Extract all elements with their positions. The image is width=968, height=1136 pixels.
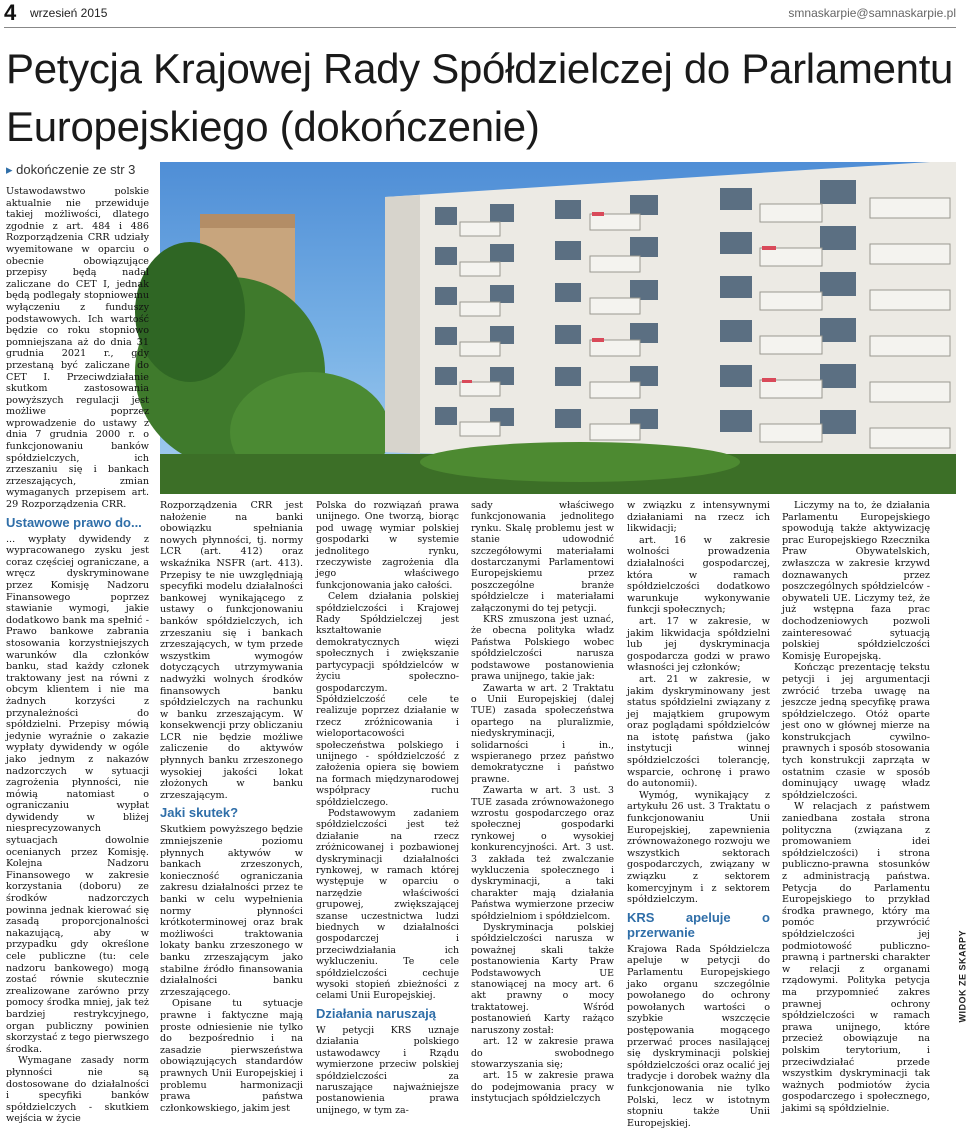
paragraph: Zawarta w art. 2 Traktatu o Unii Europejskiej (dalej TUE) zasada społeczeństwa opartego na pluralizmie, niedyskryminacji, solidarności i in., wspieranego przez państwo demokratyczne i państwo prawne. bbox=[471, 682, 614, 785]
paragraph: W petycji KRS uznaje działania polskiego ustawodawcy i Rządu wymierzone przeciw polskiej spółdzielczości za naruszające najważniejsze postanowienia prawa unijnego, w tym za- bbox=[316, 1024, 459, 1116]
section-label: WIDOK ZE SKARPY bbox=[958, 930, 968, 1023]
article-column-6 bbox=[782, 500, 930, 1114]
paragraph: Skutkiem powyższego będzie zmniejszenie poziomu płynnych aktywów w bankach zrzeszonych, konieczność ograniczania zakresu działalności przez te banki w celu wypełnienia normy płynności krótkoterminowej oraz brak możliwości traktowania lokaty banku zrzeszonego w banku zrzeszającym jako stabilne źródło finansowania działalności banku zrzeszającego. bbox=[160, 824, 303, 998]
page-number: 4 bbox=[4, 0, 17, 25]
paragraph: Ustawodawstwo polskie aktualnie nie przewiduje takiej możliwości, dlatego zgodnie z art. 484 i 486 Rozporządzenia CRR udziały wyemitowane w oparciu o obecnie obowiązujące przepisy będą nadal zaliczane do CET I, jednak będą podlegały stopniowemu wyłączeniu z funduszy podstawowych. Ich wartość będzie co roku stopniowo pomniejszana aż do dnia 31 grudnia 2021 r., gdy przestaną być zaliczane do CET I. Przeciwdziałanie skutkom zastosowania powyższych regulacji jest możliwe poprzez wprowadzenie do ustawy z dnia 7 grudnia 2000 r. o funkcjonowaniu banków spółdzielczych, ich zrzeszaniu się i bankach zrzeszających, zmian wymaganych przepisem art. 29 Rozporządzenia CRR. bbox=[6, 186, 149, 511]
paragraph: Zawarta w art. 3 ust. 3 TUE zasada zrównoważonego wzrostu gospodarczego oraz społecznej gospodarki rynkowej o wysokiej konkurencyjności. Art. 3 ust. 3 zakłada też zwalczanie wykluczenia społecznego i dyskryminacji, a taki charakter mają działania Państwa wymierzone przeciw spółdzielniom i spółdzielcom. bbox=[471, 785, 614, 922]
article-title: Petycja Krajowej Rady Spółdzielczej do Parlamentu Europejskiego (dokończenie) bbox=[6, 45, 954, 150]
paragraph: Krajowa Rada Spółdzielcza apeluje w petycji do Parlamentu Europejskiego jako organu szczególnie powołanego do ochrony powołanych wartości o szybkie wszczęcie postępowania mogącego przerwać proces nasilającej się dyskryminacji polskiej spółdzielczości oraz ocalić jej tradycje i dorobek ważny dla funkcjonowania nie tylko Polski, lecz w istotnym stopniu także Unii Europejskiej. bbox=[627, 943, 770, 1129]
paragraph: art. 21 w zakresie, w jakim dyskryminowany jest status spółdzielni związany z jej majątkiem grupowym oraz poglądami spółdzielców na istotę państwa (jako instytucji winnej spółdzielczości tolerancję, wsparcie, ochronę i prawo do autonomii). bbox=[627, 673, 770, 790]
paragraph: ... wypłaty dywidendy z wypracowanego zysku jest coraz częściej ograniczane, a wręcz dyskryminowane przez Komisję Nadzoru Finansowego poprzez stawianie wymogi, jakie dodatkowo bank ma spełnić - Prawo bankowe zabrania stosowania korzystniejszych warunków dla członków banku, stad każdy członek traktowany jest na równi z obcym klientem i nie ma żadnych korzyści z przynależności do spółdzielni. Przepisy mówią jedynie wyraźnie o zakazie wypłaty dywidendy w ogóle jako jednym z nakazów nadzorczych w sytuacji zagrożenia płynności, nie mówią natomiast o ograniczaniu wypłat dywidendy w bliżej niesprecyzowanych sytuacjach dowolnie ocenianych przez Komisję. Kolejna Nadzoru Finansowego w zakresie korzystania (doboru) ze środków nadzorczych powinna jednak kierować się zasadą proporcjonalności nakazującą, aby w przypadku gdy określone cele publiczne (tu: cele nadzoru bankowego) mogą zostać równie skutecznie zrealizowane zarówno przy pomocy środka mniej, jak też bardziej restrykcyjnego, organ publiczny powinien skorzystać z tego pierwszego środka. bbox=[6, 533, 149, 1055]
subheading: Ustawowe prawo do... bbox=[6, 514, 142, 530]
article-column-1 bbox=[6, 186, 149, 1125]
continued-note bbox=[6, 162, 135, 178]
paragraph: Celem działania polskiej spółdzielczości i Krajowej Rady Spółdzielczej jest kształtowanie demokratycznych więzi społecznych i zwiększanie partycypacji spółdzielców w życiu społeczno-gospodarczym. Spółdzielczość cele te realizuje poprzez działanie w rzecz zróżnicowania i wieloportacowości społeczeństwa polskiego i unijnego - spółdzielczość z założenia opiera się bowiem na formach międzynarodowej współpracy ruchu spółdzielczego. bbox=[316, 591, 459, 808]
paragraph: W relacjach z państwem zaniedbana została strona polityczna (związana z promowaniem idei spółdzielczości) i strona publiczno-prawna stosunków z administracją państwa. Petycja do Parlamentu Europejskiego to przykład środka prawnego, który ma pomóc przywrócić spółdzielczości jej podmiotowość publiczno-prawną i partnerski charakter w relacji z organami rządowymi. Polityka petycja ma przypomnieć zakres prawnej ochrony spółdzielczości w ramach prawa unijnego, które przecież obowiązuje na polskim terytorium, i przeciwdziałać przede wszystkim dyskryminacji tak ważnych podmiotów życia gospodarczego i społecznego, jakimi są spółdzielnie. bbox=[782, 801, 930, 1114]
photo-credit: Fot. SM „Na Skarpie” bbox=[950, 582, 960, 667]
article-column-3 bbox=[316, 500, 459, 1116]
issue-date: wrzesień 2015 bbox=[30, 6, 108, 20]
article-column-2 bbox=[160, 500, 303, 1114]
continued-note-text: dokończenie ze str 3 bbox=[16, 162, 136, 177]
paragraph: Podstawowym zadaniem spółdzielczości jest też działanie na rzecz zróżnicowanej i pozbawionej dyskryminacji działalności rynkowej, w ramach której występuje w oparciu o narzędzie właściwości grupowej, zwiększającej szanse uczestnictwa ludzi biednych w działalności gospodarczej i przeciwdziałania ich wykluczeniu. Te cele spółdzielczości cechuje wysoki stopień zbieżności z celami Unii Europejskiej. bbox=[316, 807, 459, 1002]
triangle-right-icon: ▸ bbox=[6, 162, 13, 177]
paragraph: sady właściwego funkcjonowania jednolitego rynku. Skalę problemu jest w stanie udowodnić szczegółowymi materiałami dostarczanymi Parlamentowi Europejskiemu przez poszczególne branże spółdzielcze i materiałami załączonymi do tej petycji. bbox=[471, 500, 614, 614]
subheading: Jaki skutek? bbox=[160, 805, 239, 821]
paragraph: Opisane tu sytuacje prawne i faktyczne mają proste odniesienie nie tylko do bezpośrednio i na zasadzie pierwszeństwa obowiązujących standardów prawnych Unii Europejskiej i problemu harmonizacji prawa państwa członkowskiego, jakim jest bbox=[160, 998, 303, 1114]
contact-email[interactable]: smnaskarpie@samnaskarpie.pl bbox=[788, 6, 956, 20]
article-column-5 bbox=[627, 500, 770, 1129]
paragraph: Dyskryminacja polskiej spółdzielczości narusza w poważnej skali także postanowienia Karty Praw Podstawowych UE stanowiącej na mocy art. 6 akt prawny o mocy traktatowej. Wśród postanowień Karty rażąco naruszony został: bbox=[471, 922, 614, 1036]
subheading: Działania naruszają bbox=[316, 1005, 436, 1021]
paragraph: w związku z intensywnymi działaniami na rzecz ich likwidacji; bbox=[627, 500, 770, 535]
subheading: KRS apeluje o przerwanie bbox=[627, 909, 770, 940]
paragraph: art. 17 w zakresie, w jakim likwidacja spółdzielni lub jej dyskryminacja gospodarcza godzi w prawo własności jej członków; bbox=[627, 615, 770, 674]
paragraph: Polska do rozwiązań prawa unijnego. One tworzą, biorąc pod uwagę wymiar polskiej gospodarki w systemie jednolitego rynku, rzeczywiste zagrożenia dla jego właściwego funkcjonowania jako całości. bbox=[316, 500, 459, 591]
paragraph: art. 12 w zakresie prawa do swobodnego stowarzyszania się; bbox=[471, 1036, 614, 1070]
paragraph: art. 15 w zakresie prawa do podejmowania pracy w instytucjach spółdzielczych bbox=[471, 1070, 614, 1105]
paragraph: Wymóg, wynikający z artykułu 26 ust. 3 Traktatu o funkcjonowaniu Unii Europejskiej, zapewnienia zrównoważonego rozwoju we wszystkich sektorach gospodarczych, związany w związku z sektorem komercyjnym i z sektorem spółdzielczym. bbox=[627, 789, 770, 906]
paragraph: Rozporządzenia CRR jest nałożenie na banki obowiązku spełniania nowych płynności, tj. normy LCR (art. 412) oraz wskaźnika NSFR (art. 413). Przepisy te nie uwzględniają specyfiki modelu działalności bankowej wynikającego z ustawy o funkcjonowaniu banków spółdzielczych, ich zrzeszaniu się i bankach zrzeszających, w tym przede wszystkim wymogów dotyczących utrzymywania nadwyżki wolnych środków finansowych banku spółdzielczych na rachunku w banku zrzeszającym. W konsekwencji przy obliczaniu LCR nie będzie możliwe zaliczenie do aktywów płynnych banku zrzeszonego wysokiej jakości lokat złożonych w banku zrzeszającym. bbox=[160, 500, 303, 801]
paragraph: Wymagane zasady norm płynności nie są dostosowane do działalności i specyfiki banków spółdzielczych - skutkiem wejścia w życie bbox=[6, 1055, 149, 1125]
paragraph: art. 16 w zakresie wolności prowadzenia działalności gospodarczej, która w ramach spółdzielczości dodatkowo warunkuje wykonywanie funkcji społecznych; bbox=[627, 534, 770, 616]
paragraph: Kończąc prezentację tekstu petycji i jej argumentacji zwrócić trzeba uwagę na jeszcze jedną specyfikę prawa spółdzielczego. Otóż oparte jest ono w głównej mierze na konstrukcjach cywilno-prawnych i sposób stosowania tych konstrukcji zaprząta w ostatnim czasie w sposób dominujący uwagę władz spółdzielczości. bbox=[782, 662, 930, 801]
article-column-4 bbox=[471, 500, 614, 1105]
building-illustration bbox=[160, 162, 956, 494]
paragraph: KRS zmuszona jest uznać, że obecna polityka władz Państwa Polskiego wobec spółdzielczości narusza podstawowe postanowienia prawa unijnego, takie jak: bbox=[471, 614, 614, 683]
paragraph: Liczymy na to, że działania Parlamentu Europejskiego spowodują także aktywizację prac Europejskiego Rzecznika Praw Obywatelskich, zwłaszcza w zakresie krzywd doznawanych przez poszczególnych spółdzielców - obywateli UE. Liczymy też, że już wstępna faza prac dochodzeniowych pozwoli zainteresować sytuacją polskiej spółdzielczości Komisję Europejską. bbox=[782, 500, 930, 662]
header-rule bbox=[4, 27, 956, 28]
